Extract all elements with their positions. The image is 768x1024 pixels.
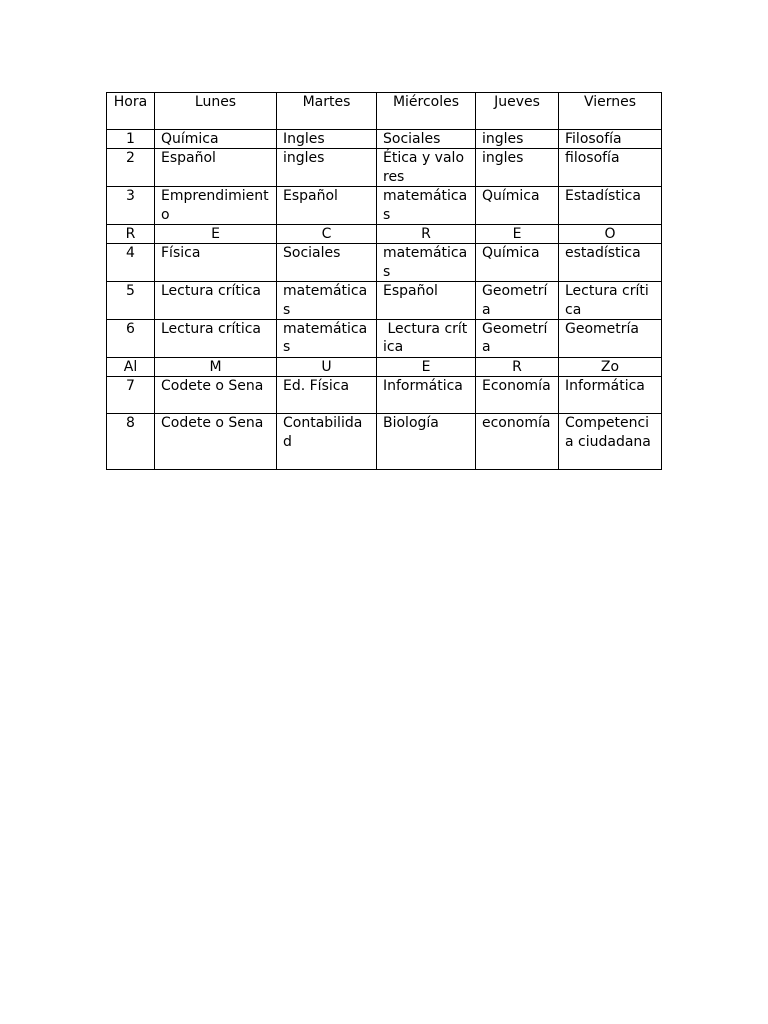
- subject-cell: matemáticas: [377, 187, 476, 225]
- break-letter-cell: U: [277, 357, 377, 376]
- subject-cell: Química: [476, 244, 559, 282]
- subject-cell: matemáticas: [277, 320, 377, 358]
- hour-cell: 3: [107, 187, 155, 225]
- subject-cell: Competencia ciudadana: [559, 414, 662, 470]
- break-letter-cell: Zo: [559, 357, 662, 376]
- subject-cell: Codete o Sena: [155, 414, 277, 470]
- table-row: [107, 414, 662, 470]
- break-letter-cell: M: [155, 357, 277, 376]
- header-cell-lunes: Lunes: [155, 93, 277, 130]
- subject-cell: Ética y valores: [377, 149, 476, 187]
- subject-cell: Lectura crítica: [155, 282, 277, 320]
- subject-cell: Informática: [559, 377, 662, 414]
- table-row: [107, 377, 662, 414]
- subject-cell: estadística: [559, 244, 662, 282]
- subject-cell: Ingles: [277, 130, 377, 149]
- break-row: [107, 225, 662, 244]
- subject-cell: Biología: [377, 414, 476, 470]
- hour-cell: 5: [107, 282, 155, 320]
- subject-cell: Español: [277, 187, 377, 225]
- hour-cell: 8: [107, 414, 155, 470]
- subject-cell: Química: [155, 130, 277, 149]
- subject-cell: Lectura crítica: [559, 282, 662, 320]
- subject-cell: Geometría: [476, 282, 559, 320]
- table-row: [107, 130, 662, 149]
- break-letter-cell: C: [277, 225, 377, 244]
- table-row: [107, 320, 662, 358]
- header-cell-jueves: Jueves: [476, 93, 559, 130]
- break-letter-cell: R: [476, 357, 559, 376]
- subject-cell: ingles: [476, 149, 559, 187]
- header-cell-miercoles: Miércoles: [377, 93, 476, 130]
- hour-cell: 6: [107, 320, 155, 358]
- break-letter-cell: E: [476, 225, 559, 244]
- subject-cell: Ed. Física: [277, 377, 377, 414]
- subject-cell: Emprendimiento: [155, 187, 277, 225]
- subject-cell: economía: [476, 414, 559, 470]
- subject-cell: Física: [155, 244, 277, 282]
- hour-cell: 7: [107, 377, 155, 414]
- break-letter-cell: R: [377, 225, 476, 244]
- break-letter-cell: Al: [107, 357, 155, 376]
- break-row: [107, 357, 662, 376]
- header-cell-hora: Hora: [107, 93, 155, 130]
- subject-cell: Español: [155, 149, 277, 187]
- subject-cell: matemáticas: [277, 282, 377, 320]
- subject-cell: Estadística: [559, 187, 662, 225]
- subject-cell: Lectura crítica: [155, 320, 277, 358]
- hour-cell: 4: [107, 244, 155, 282]
- subject-cell: Contabilidad: [277, 414, 377, 470]
- break-letter-cell: E: [377, 357, 476, 376]
- header-cell-viernes: Viernes: [559, 93, 662, 130]
- header-row: [107, 93, 662, 130]
- subject-cell: Sociales: [277, 244, 377, 282]
- subject-cell: Informática: [377, 377, 476, 414]
- subject-cell: Filosofía: [559, 130, 662, 149]
- hour-cell: 2: [107, 149, 155, 187]
- subject-cell: Español: [377, 282, 476, 320]
- hour-cell: 1: [107, 130, 155, 149]
- table-row: [107, 187, 662, 225]
- table-row: [107, 244, 662, 282]
- subject-cell: ingles: [476, 130, 559, 149]
- table-row: [107, 149, 662, 187]
- break-letter-cell: R: [107, 225, 155, 244]
- break-letter-cell: O: [559, 225, 662, 244]
- subject-cell: matemáticas: [377, 244, 476, 282]
- header-cell-martes: Martes: [277, 93, 377, 130]
- table-row: [107, 282, 662, 320]
- schedule-table: [106, 92, 662, 470]
- subject-cell: Geometría: [559, 320, 662, 358]
- subject-cell: Economía: [476, 377, 559, 414]
- subject-cell: Geometría: [476, 320, 559, 358]
- break-letter-cell: E: [155, 225, 277, 244]
- subject-cell: Química: [476, 187, 559, 225]
- subject-cell: Lectura crítica: [377, 320, 476, 358]
- subject-cell: Codete o Sena: [155, 377, 277, 414]
- subject-cell: ingles: [277, 149, 377, 187]
- subject-cell: Sociales: [377, 130, 476, 149]
- subject-cell: filosofía: [559, 149, 662, 187]
